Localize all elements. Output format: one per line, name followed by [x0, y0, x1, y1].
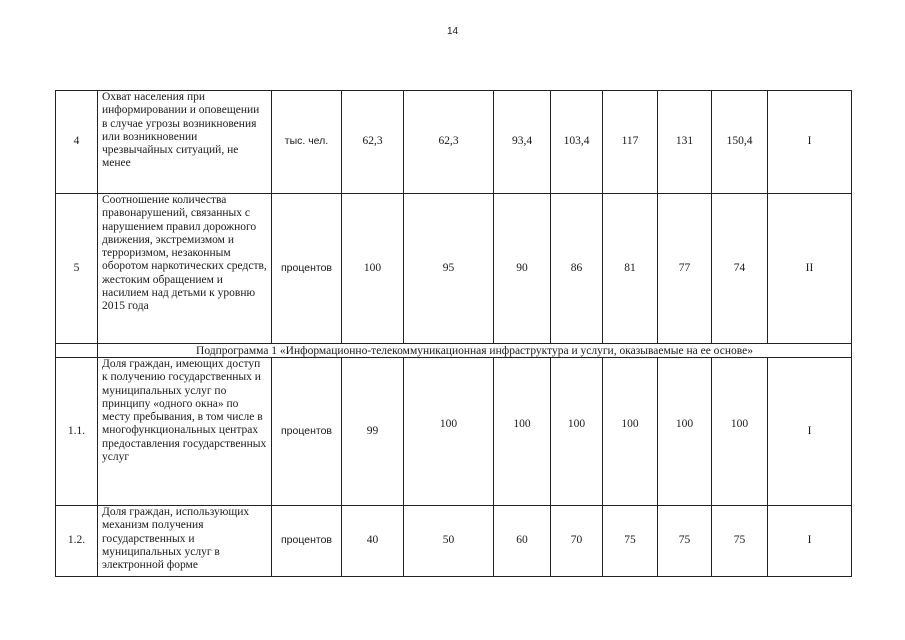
value-cell: 99 — [342, 358, 404, 506]
value-cell: 62,3 — [342, 91, 404, 194]
value-cell: 95 — [404, 194, 494, 344]
value-cell: 77 — [658, 194, 712, 344]
type-cell: I — [768, 506, 852, 577]
row-number: 5 — [56, 194, 98, 344]
value-cell: 60 — [494, 506, 551, 577]
unit-cell: тыс. чел. — [272, 91, 342, 194]
unit-cell: процентов — [272, 194, 342, 344]
value-cell: 75 — [658, 506, 712, 577]
subprogram-empty-cell — [56, 344, 98, 358]
value-cell: 62,3 — [404, 91, 494, 194]
value-cell: 150,4 — [712, 91, 768, 194]
value-cell: 100 — [404, 358, 494, 506]
table-row — [56, 194, 852, 344]
value-cell: 50 — [404, 506, 494, 577]
value-cell: 74 — [712, 194, 768, 344]
value-cell: 90 — [494, 194, 551, 344]
row-number: 4 — [56, 91, 98, 194]
table-row — [56, 91, 852, 194]
value-cell: 100 — [658, 358, 712, 506]
value-cell: 131 — [658, 91, 712, 194]
value-cell: 75 — [712, 506, 768, 577]
row-number: 1.2. — [56, 506, 98, 577]
unit-cell: процентов — [272, 506, 342, 577]
type-cell: I — [768, 91, 852, 194]
subprogram-row — [56, 344, 852, 358]
page-number: 14 — [446, 26, 459, 37]
value-cell: 40 — [342, 506, 404, 577]
table-row — [56, 506, 852, 577]
indicator-name: Соотношение количества правонарушений, связанных с нарушением правил дорожного движения, экстремизмом и терроризмом, незаконным оборотом наркотических средств, жестоким обращением и насилием над детьми к уровню 2015 года — [98, 194, 272, 344]
indicator-name: Доля граждан, использующих механизм получения государственных и муниципальных услуг в электронной форме — [98, 506, 272, 577]
value-cell: 81 — [603, 194, 658, 344]
value-cell: 103,4 — [551, 91, 603, 194]
value-cell: 117 — [603, 91, 658, 194]
indicator-name: Доля граждан, имеющих доступ к получению государственных и муниципальных услуг по принципу «одного окна» по месту пребывания, в том числе в многофункциональных центрах предоставления государственных услуг — [98, 358, 272, 506]
value-cell: 100 — [494, 358, 551, 506]
value-cell: 93,4 — [494, 91, 551, 194]
value-cell: 100 — [603, 358, 658, 506]
table-row — [56, 358, 852, 506]
value-cell: 100 — [342, 194, 404, 344]
value-cell: 100 — [551, 358, 603, 506]
indicator-name: Охват населения при информировании и оповещении в случае угрозы возникновения или возникновении чрезвычайных ситуаций, не менее — [98, 91, 272, 194]
value-cell: 86 — [551, 194, 603, 344]
type-cell: I — [768, 358, 852, 506]
row-number: 1.1. — [56, 358, 98, 506]
type-cell: II — [768, 194, 852, 344]
value-cell: 75 — [603, 506, 658, 577]
indicators-table — [55, 90, 852, 577]
subprogram-title: Подпрограмма 1 «Информационно-телекоммуникационная инфраструктура и услуги, оказываемые на ее основе» — [98, 344, 852, 358]
value-cell: 100 — [712, 358, 768, 506]
value-cell: 70 — [551, 506, 603, 577]
unit-cell: процентов — [272, 358, 342, 506]
